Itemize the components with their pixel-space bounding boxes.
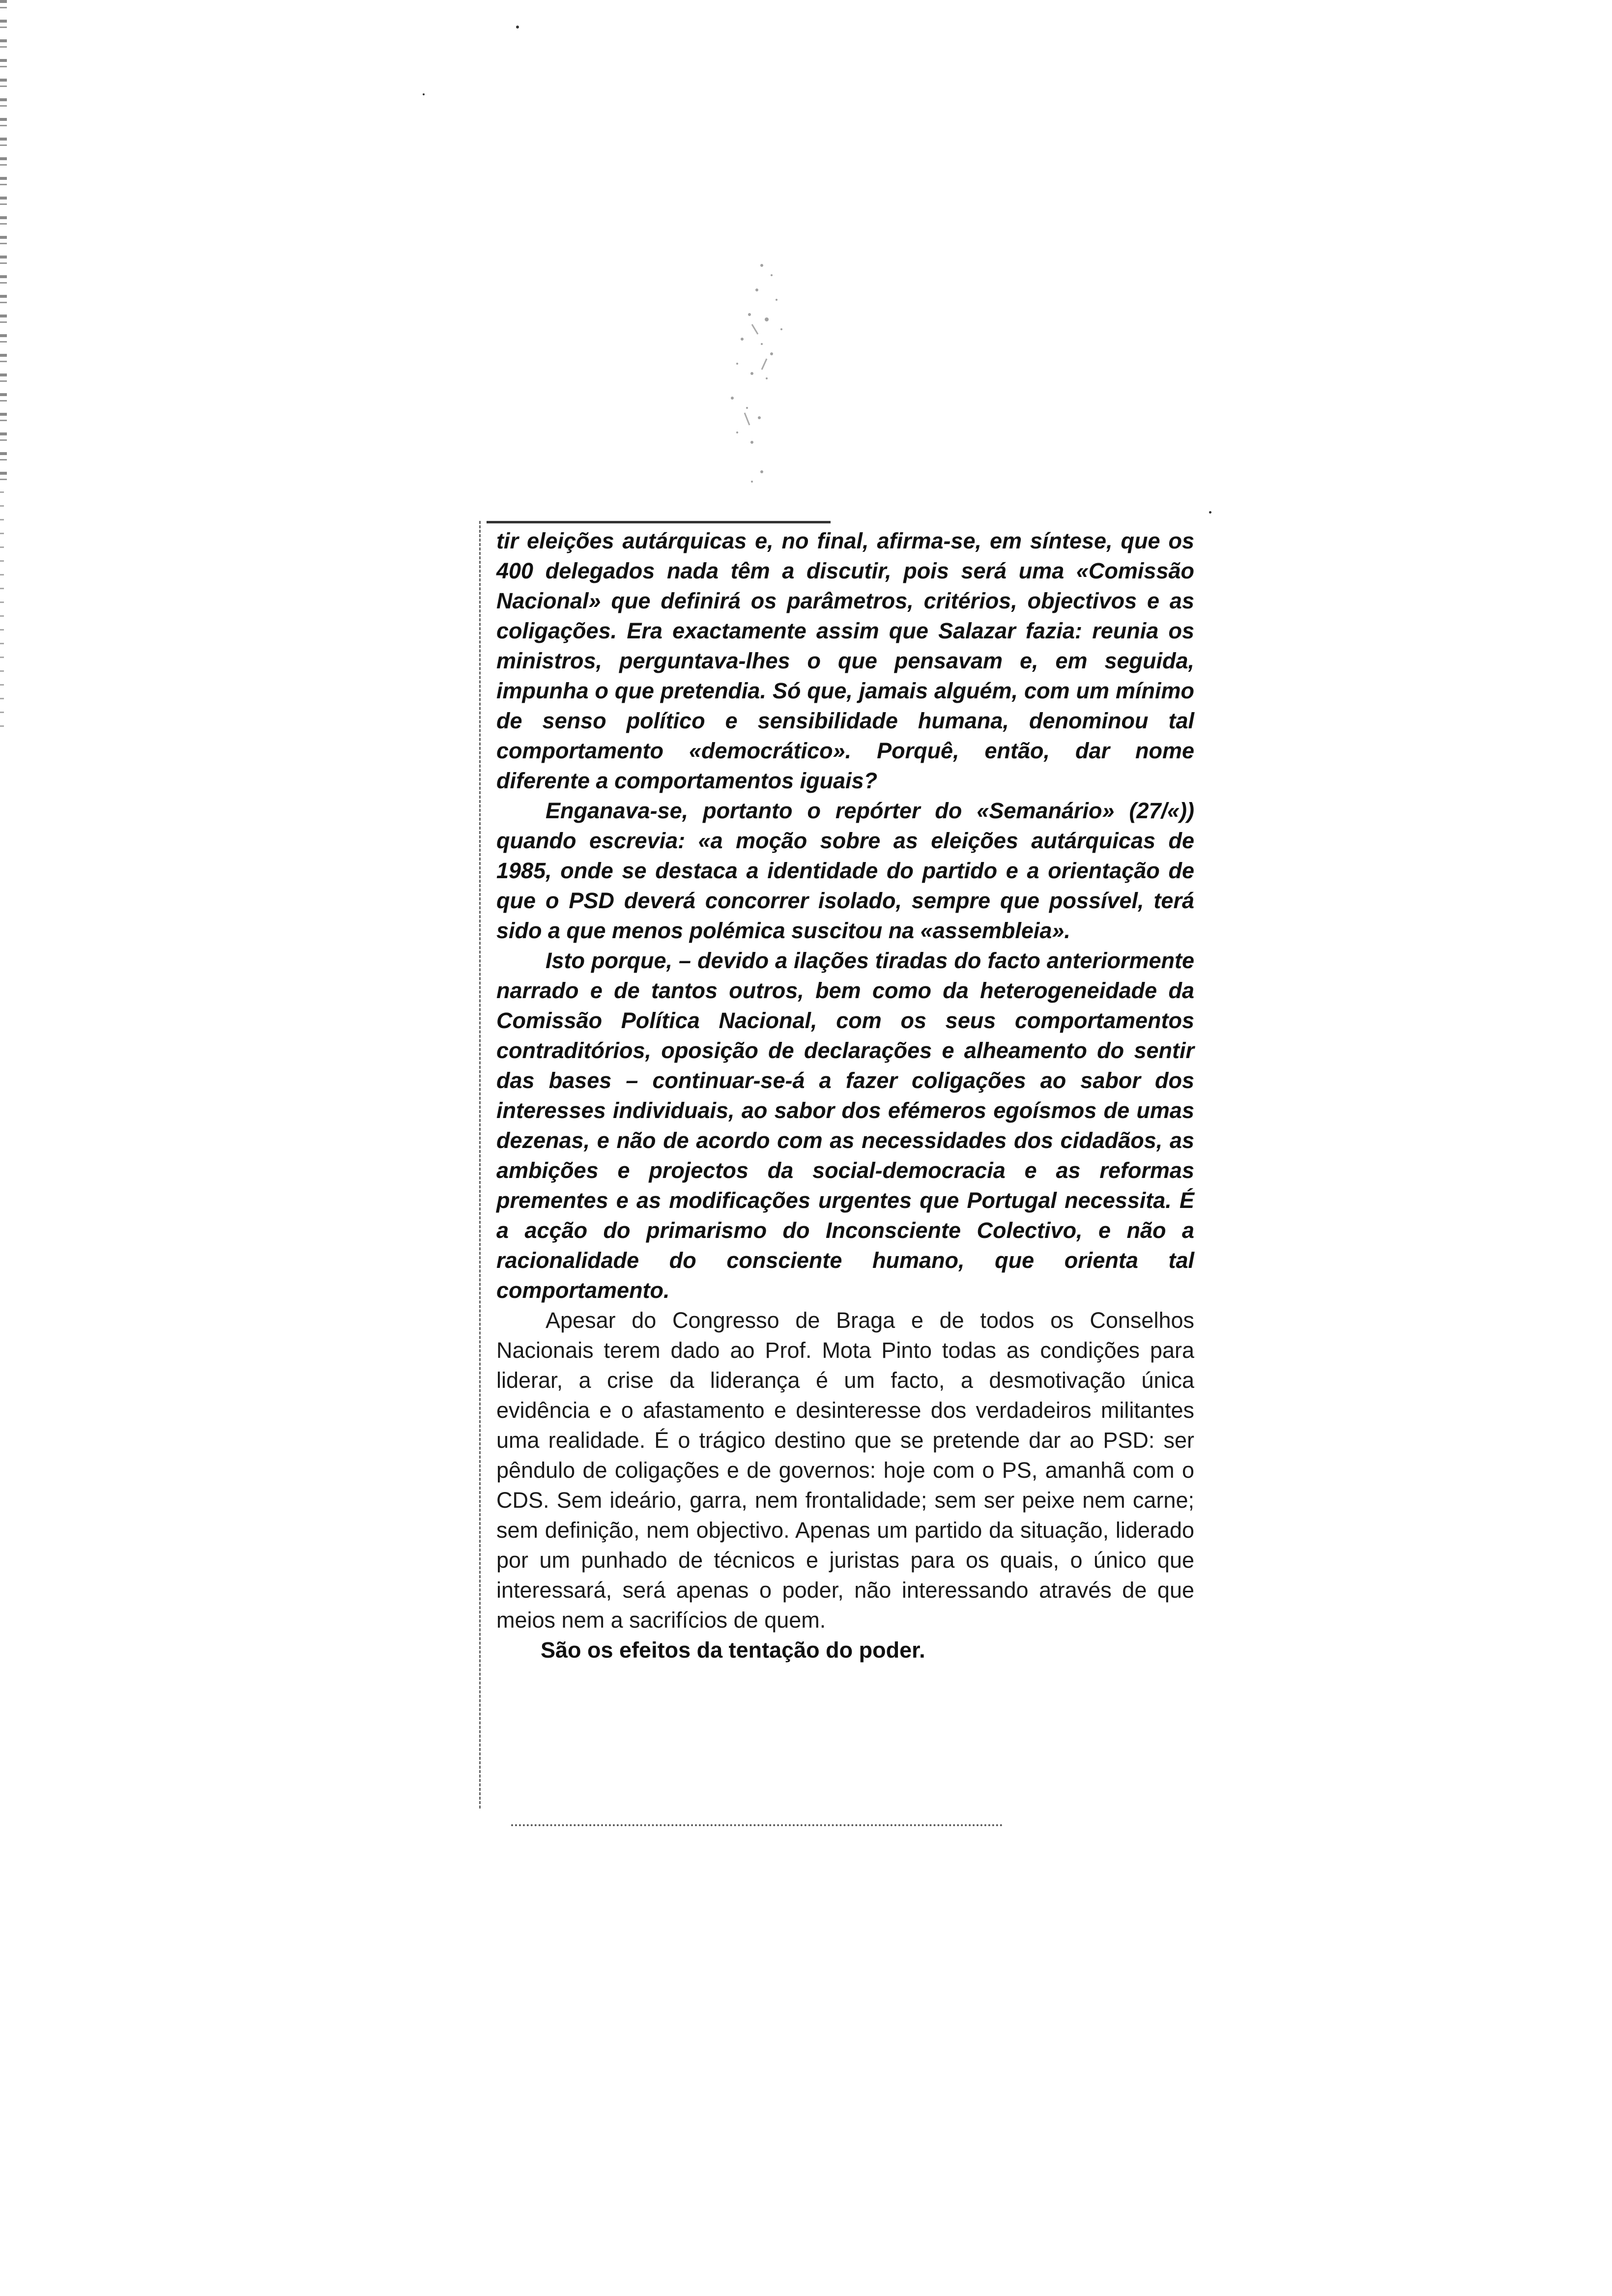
scan-speck xyxy=(1209,511,1211,514)
scan-edge-noise xyxy=(0,0,7,491)
paragraph-3: Isto porque, – devido a ilações tiradas do facto anteriormente narrado e de tantos outros, bem como da heterogeneidade da Comissão Política Nacional, com os seus comportamentos contraditórios, oposição de declarações e alheamento do sentir das bases – continuar-se-á a fazer coligações ao sabor dos interesses individuais, ao sabor dos efémeros egoísmos de umas dezenas, e não de acordo com as necessidades dos cidadãos, as ambições e projectos da social-democracia e as reformas prementes e as modificações urgentes que Portugal necessita. É a acção do primarismo do Inconsciente Colectivo, e não a racionalidade do consciente humano, que orienta tal comportamento. xyxy=(496,948,1194,1303)
article-text xyxy=(496,526,1194,1665)
clipping-bottom-edge xyxy=(511,1824,1003,1826)
scan-speck xyxy=(423,93,425,95)
closing-line: São os efeitos da tentação do poder. xyxy=(541,1637,925,1663)
scan-smudge xyxy=(703,256,821,491)
paragraph-1: tir eleições autárquicas e, no final, afirma-se, em síntese, que os 400 delegados nada têm a discutir, pois será uma «Comissão Nacional» que definirá os parâmetros, critérios, objectivos e as coligações. Era exactamente assim que Salazar fazia: reunia os ministros, perguntava-lhes o que pensavam e, em seguida, impunha o que pretendia. Só que, jamais alguém, com um mínimo de senso político e sensibilidade humana, denominou tal comportamento «democrático». Porquê, então, dar nome diferente a comportamentos iguais? xyxy=(496,528,1194,793)
paragraph-2: Enganava-se, portanto o repórter do «Semanário» (27/«)) quando escrevia: «a moção sobre as eleições autárquicas de 1985, onde se destaca a identidade do partido e a orientação de que o PSD deverá concorrer isolado, sempre que possível, terá sido a que menos polémica suscitou na «assembleia». xyxy=(496,798,1194,943)
paragraph-4: Apesar do Congresso de Braga e de todos os Conselhos Nacionais terem dado ao Prof. Mota Pinto todas as condições para liderar, a crise da liderança é um facto, a desmotivação única evidência e o afastamento e desinteresse dos verdadeiros militantes uma realidade. É o trágico destino que se pretende dar ao PSD: ser pêndulo de coligações e de governos: hoje com o PS, amanhã com o CDS. Sem ideário, garra, nem frontalidade; sem ser peixe nem carne; sem definição, nem objectivo. Apenas um partido da situação, liderado por um punhado de técnicos e juristas para os quais, o único que interessará, será apenas o poder, não interessando através de que meios nem a sacrifícios de quem. xyxy=(496,1308,1194,1633)
clipping-top-edge xyxy=(487,521,831,523)
scan-edge-noise-lower xyxy=(0,491,4,737)
scan-speck xyxy=(516,26,519,29)
clipping-left-edge xyxy=(479,521,481,1808)
